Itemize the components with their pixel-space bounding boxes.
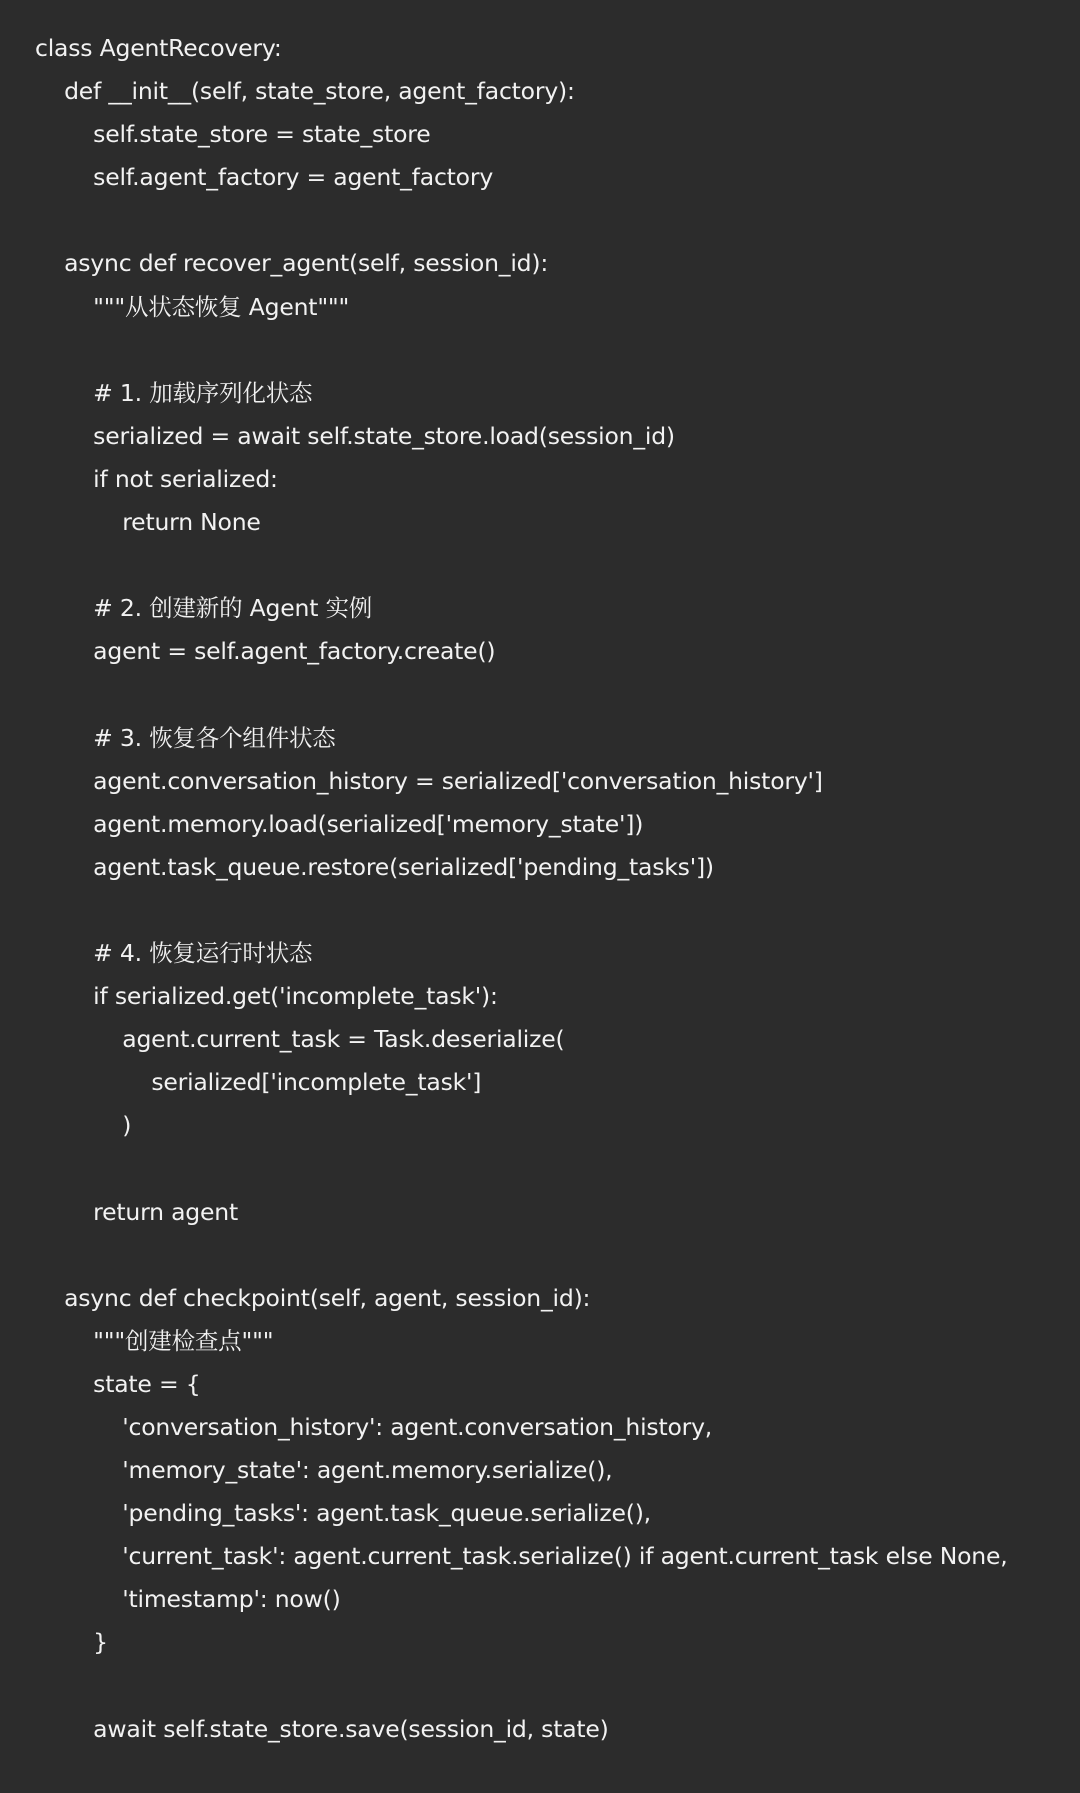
code-line: agent.conversation_history = serialized['conversation_history'] bbox=[35, 766, 823, 795]
code-line: # 2. 创建新的 Agent 实例 bbox=[35, 594, 373, 623]
code-line bbox=[35, 673, 1080, 716]
code-line: agent.task_queue.restore(serialized['pending_tasks']) bbox=[35, 852, 714, 881]
code-line bbox=[35, 544, 1080, 587]
code-line: if not serialized: bbox=[35, 464, 278, 493]
code-line bbox=[35, 889, 1080, 932]
code-line: agent.current_task = Task.deserialize( bbox=[35, 1025, 565, 1054]
code-line: """创建检查点""" bbox=[35, 1326, 274, 1355]
code-line: await self.state_store.save(session_id, state) bbox=[35, 1714, 609, 1743]
code-line: 'conversation_history': agent.conversation_history, bbox=[35, 1413, 713, 1441]
code-line: ) bbox=[35, 1111, 132, 1140]
code-line: state = { bbox=[35, 1369, 201, 1398]
code-line: serialized = await self.state_store.load(session_id) bbox=[35, 421, 675, 450]
code-line: 'current_task': agent.current_task.serialize() if agent.current_task else None, bbox=[35, 1542, 1008, 1571]
code-line: 'timestamp': now() bbox=[35, 1585, 341, 1614]
code-line: 'memory_state': agent.memory.serialize(), bbox=[35, 1456, 613, 1485]
code-line: self.state_store = state_store bbox=[35, 120, 431, 149]
code-line: # 3. 恢复各个组件状态 bbox=[35, 723, 336, 752]
code-line bbox=[35, 329, 1080, 372]
code-line bbox=[35, 1665, 1080, 1708]
code-line: if serialized.get('incomplete_task'): bbox=[35, 982, 498, 1011]
code-line: class AgentRecovery: bbox=[35, 34, 282, 62]
code-line: # 4. 恢复运行时状态 bbox=[35, 938, 313, 967]
code-line: agent = self.agent_factory.create() bbox=[35, 637, 496, 666]
code-line: # 1. 加载序列化状态 bbox=[35, 378, 313, 407]
code-line: async def checkpoint(self, agent, session_id): bbox=[35, 1283, 591, 1312]
code-line bbox=[35, 199, 1080, 242]
code-line: """从状态恢复 Agent""" bbox=[35, 292, 350, 321]
code-line: return None bbox=[35, 508, 261, 537]
code-line: def __init__(self, state_store, agent_factory): bbox=[35, 77, 575, 106]
code-line: agent.memory.load(serialized['memory_state']) bbox=[35, 809, 644, 838]
code-line bbox=[35, 1234, 1080, 1277]
code-line: self.agent_factory = agent_factory bbox=[35, 163, 494, 192]
code-line: return agent bbox=[35, 1197, 238, 1226]
code-line: async def recover_agent(self, session_id): bbox=[35, 249, 549, 278]
code-line: 'pending_tasks': agent.task_queue.serialize(), bbox=[35, 1499, 651, 1528]
code-line: serialized['incomplete_task'] bbox=[35, 1068, 482, 1097]
code-line bbox=[35, 1147, 1080, 1190]
code-line: } bbox=[35, 1628, 108, 1657]
